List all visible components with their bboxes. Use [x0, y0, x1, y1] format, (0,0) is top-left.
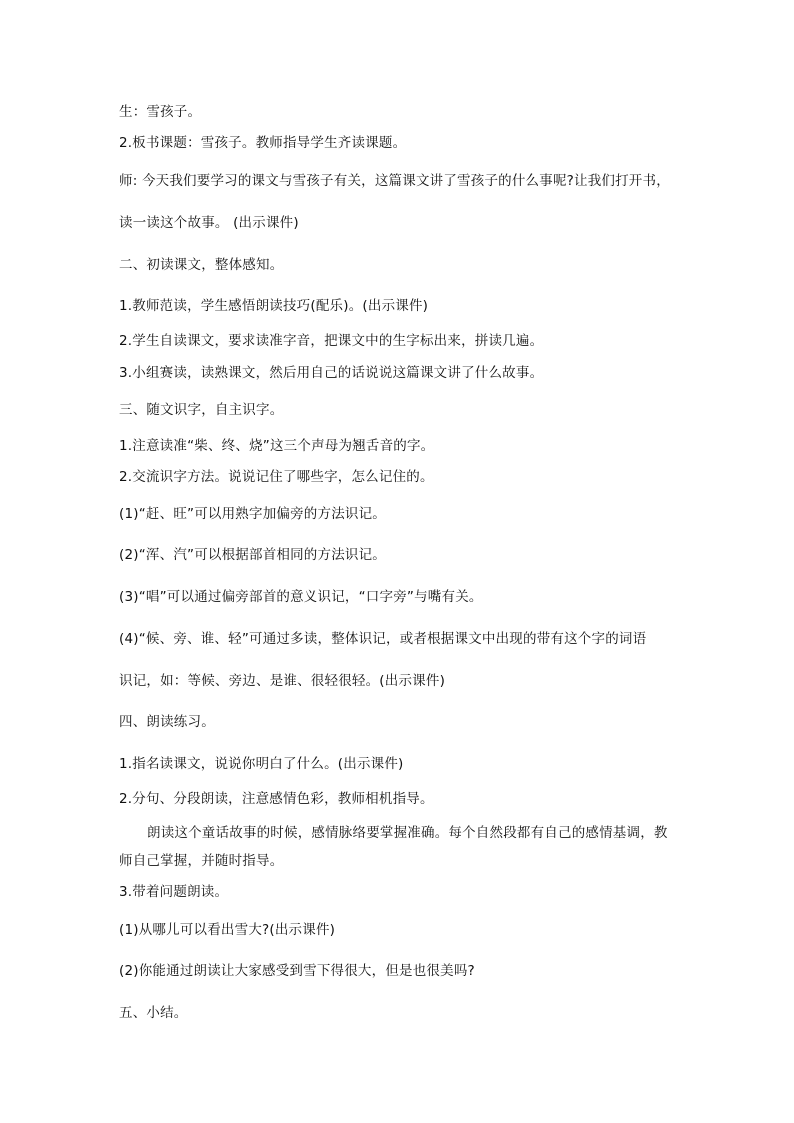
text-line: 3.小组赛读，读熟课文，然后用自己的话说说这篇课文讲了什么故事。	[119, 365, 544, 381]
text-line: (1)从哪儿可以看出雪大?(出示课件)	[119, 922, 336, 938]
text-line: 2.板书课题：雪孩子。教师指导学生齐读课题。	[119, 135, 407, 151]
text-line: (1)“赶、旺”可以用熟字加偏旁的方法识记。	[119, 506, 387, 522]
section-heading: 二、初读课文，整体感知。	[119, 257, 284, 273]
text-line: 2.交流识字方法。说说记住了哪些字，怎么记住的。	[119, 469, 434, 485]
text-line: 生：雪孩子。	[119, 104, 202, 120]
text-line: 1.教师范读，学生感悟朗读技巧(配乐)。(出示课件)	[119, 298, 429, 314]
text-line: (4)“候、旁、谁、轻”可通过多读，整体识记，或者根据课文中出现的带有这个字的词语	[119, 631, 647, 647]
text-line: 师: 今天我们要学习的课文与雪孩子有关，这篇课文讲了雪孩子的什么事呢?让我们打开书，	[119, 173, 670, 189]
text-line: 1.指名读课文，说说你明白了什么。(出示课件)	[119, 756, 404, 772]
text-line: 2.学生自读课文，要求读准字音，把课文中的生字标出来，拼读几遍。	[119, 333, 544, 349]
text-line: 师自己掌握，并随时指导。	[119, 853, 284, 869]
section-heading: 三、随文识字，自主识字。	[119, 402, 284, 418]
text-line: (2)“浑、汽”可以根据部首相同的方法识记。	[119, 547, 387, 563]
section-heading: 四、朗读练习。	[119, 714, 215, 730]
text-line: 读一读这个故事。 (出示课件)	[119, 215, 299, 231]
text-line: 2.分句、分段朗读，注意感情色彩，教师相机指导。	[119, 791, 434, 807]
text-line: 1.注意读准“柴、终、烧”这三个声母为翘舌音的字。	[119, 438, 435, 454]
text-line: (2)你能通过朗读让大家感受到雪下得很大，但是也很美吗?	[119, 963, 475, 979]
text-line: 朗读这个童话故事的时候，感情脉络要掌握准确。每个自然段都有自己的感情基调，教	[147, 825, 668, 841]
text-line: (3)“唱”可以通过偏旁部首的意义识记，“口字旁”与嘴有关。	[119, 589, 483, 605]
text-line: 识记，如：等候、旁边、是谁、很轻很轻。(出示课件)	[119, 673, 446, 689]
text-line: 3.带着问题朗读。	[119, 884, 229, 900]
section-heading: 五、小结。	[119, 1005, 188, 1021]
